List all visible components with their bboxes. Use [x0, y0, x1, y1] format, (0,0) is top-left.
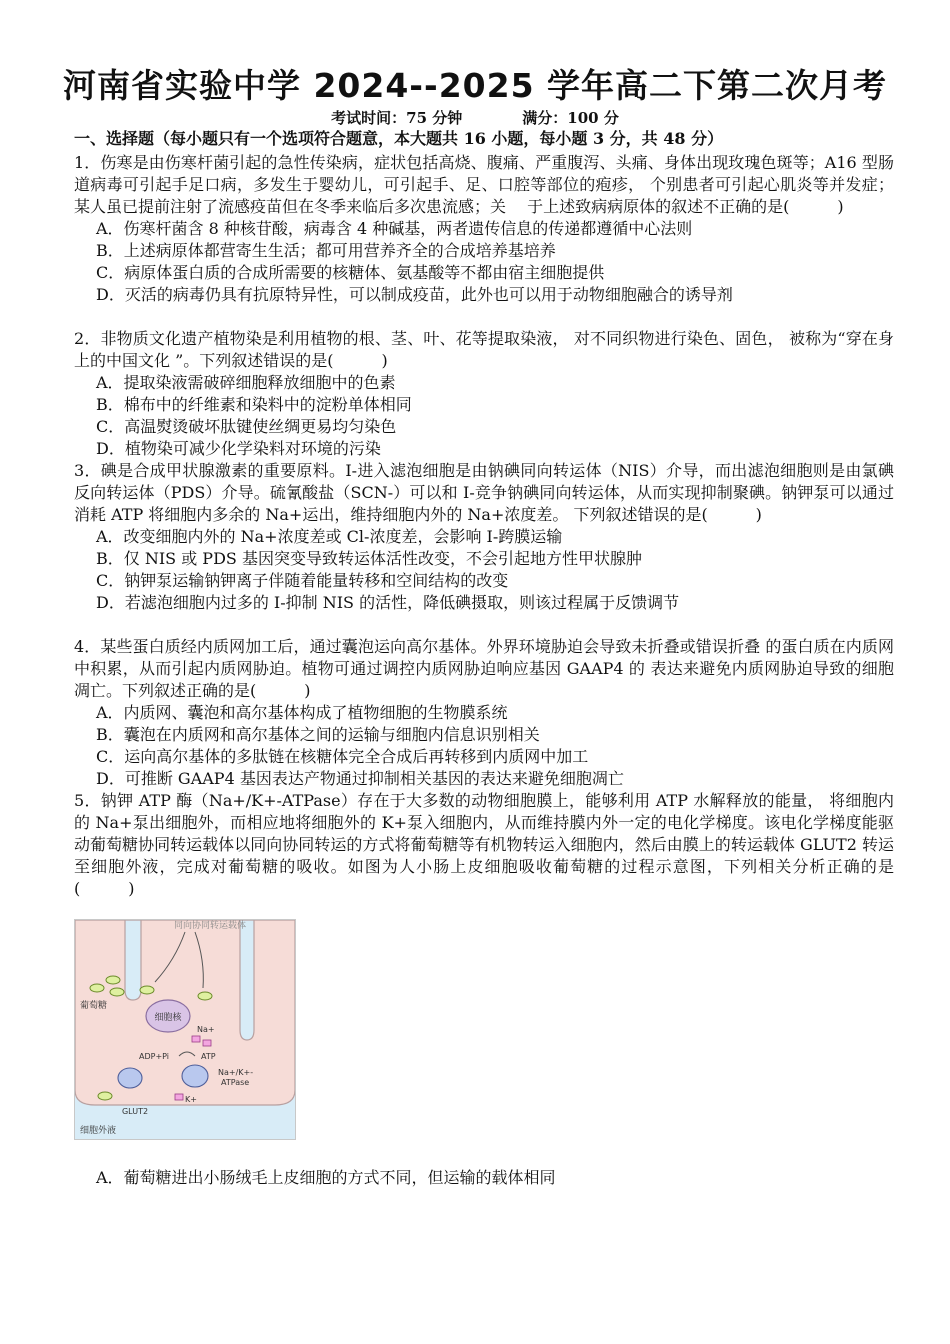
- question-5-option-a: A．葡萄糖进出小肠绒毛上皮细胞的方式不同，但运输的载体相同: [96, 1168, 556, 1187]
- option-a: A．内质网、囊泡和高尔基体构成了植物细胞的生物膜系统: [96, 703, 508, 722]
- glucose-molecule: [110, 988, 124, 996]
- option-d: D．植物染可减少化学染料对环境的污染: [96, 439, 381, 458]
- option-d: D．若滤泡细胞内过多的 I-抑制 NIS 的活性，降低碘摄取，则该过程属于反馈调节: [96, 593, 680, 612]
- na-label: Na+: [197, 1025, 215, 1034]
- question-stem: 4．某些蛋白质经内质网加工后，通过囊泡运向高尔基体。外界环境胁迫会导致未折叠或错误折叠 的蛋白质在内质网中积累，从而引起内质网胁迫。植物可通过调控内质网胁迫响应基因 GAAP4 的 表达来避免内质网胁迫导致的细胞凋亡。下列叙述正确的是( ): [74, 637, 894, 700]
- option-d: D．可推断 GAAP4 基因表达产物通过抑制相关基因的表达来避免细胞凋亡: [96, 769, 624, 788]
- section-heading: 一、选择题（每小题只有一个选项符合题意，本大题共 16 小题，每小题 3 分，共 48 分）: [74, 129, 724, 148]
- k-label: K+: [185, 1095, 197, 1104]
- nucleus-label: 细胞核: [154, 1013, 182, 1023]
- na-ion: [203, 1040, 211, 1046]
- question-5: [74, 790, 894, 900]
- microvillus-gap: [240, 920, 254, 1040]
- glucose-absorption-figure: [74, 919, 296, 1140]
- option-c: C．运向高尔基体的多肽链在核糖体完全合成后再转移到内质网中加工: [96, 747, 589, 766]
- microvillus-gap: [125, 920, 141, 1000]
- option-b: B．上述病原体都营寄生生活；都可用营养齐全的合成培养基培养: [96, 241, 556, 260]
- na-ion: [192, 1036, 200, 1042]
- exam-title: 河南省实验中学 2024--2025 学年高二下第二次月考: [62, 66, 888, 105]
- top-transporter-label: 同向协同转运载体: [173, 921, 247, 931]
- question-3: [74, 460, 894, 614]
- question-1: [74, 152, 894, 306]
- full-score: 满分：100 分: [522, 109, 619, 127]
- question-4: [74, 636, 894, 790]
- option-a: A．伤寒杆菌含 8 种核苷酸，病毒含 4 种碱基，两者遗传信息的传递都遵循中心法则: [96, 219, 693, 238]
- pump-label-line1: Na+/K+-: [218, 1068, 254, 1077]
- option-b: B．仅 NIS 或 PDS 基因突变导致转运体活性改变，不会引起地方性甲状腺肿: [96, 549, 642, 568]
- option-d: D．灭活的病毒仍具有抗原特异性，可以制成疫苗，此外也可以用于动物细胞融合的诱导剂: [96, 285, 733, 304]
- question-2: [74, 328, 894, 460]
- glucose-molecule: [98, 1092, 112, 1100]
- option-a: A．改变细胞内外的 Na+浓度差或 Cl-浓度差，会影响 I-跨膜运输: [96, 527, 563, 546]
- option-b: B．棉布中的纤维素和染料中的淀粉单体相同: [96, 395, 412, 414]
- glucose-molecule: [140, 986, 154, 994]
- na-k-atpase: [182, 1065, 208, 1087]
- option-c: C．高温熨烫破坏肽键使丝绸更易均匀染色: [96, 417, 397, 436]
- option-a: A．提取染液需破碎细胞释放细胞中的色素: [96, 373, 396, 392]
- question-stem: 3．碘是合成甲状腺激素的重要原料。I-进入滤泡细胞是由钠碘同向转运体（NIS）介导，而出滤泡细胞则是由氯碘反向转运体（PDS）介导。硫氰酸盐（SCN-）可以和 I-竞争钠碘同向转运体，从而实现抑制聚碘。钠钾泵可以通过消耗 ATP 将细胞内多余的 Na+运出，维持细胞内外的 Na+浓度差。 下列叙述错误的是( ): [74, 461, 894, 524]
- glucose-molecule: [198, 992, 212, 1000]
- option-b: B．囊泡在内质网和高尔基体之间的运输与细胞内信息识别相关: [96, 725, 540, 744]
- glucose-molecule: [90, 984, 104, 992]
- question-stem: 5．钠钾 ATP 酶（Na+/K+-ATPase）存在于大多数的动物细胞膜上，能够利用 ATP 水解释放的能量， 将细胞内的 Na+泵出细胞外，而相应地将细胞外的 K+泵入细胞内，从而维持膜内外一定的电化学梯度。该电化学梯度能驱动葡萄糖协同转运载体以同向协同转运的方式将葡萄糖等有机物转运入细胞内，然后由膜上的转运载体 GLUT2 转运至细胞外液，完成对葡萄糖的吸收。如图为人小肠上皮细胞吸收葡萄糖的过程示意图，下列相关分析正确的是( ): [74, 791, 894, 898]
- k-ion: [175, 1094, 183, 1100]
- exam-info: [0, 108, 950, 128]
- adp-label: ADP+Pi: [139, 1052, 170, 1061]
- glut2-transporter: [118, 1068, 142, 1088]
- atp-label: ATP: [201, 1052, 216, 1061]
- glucose-label: 葡萄糖: [80, 1001, 108, 1011]
- option-c: C．钠钾泵运输钠钾离子伴随着能量转移和空间结构的改变: [96, 571, 509, 590]
- question-stem: 1．伤寒是由伤寒杆菌引起的急性传染病，症状包括高烧、腹痛、严重腹泻、头痛、身体出现玫瑰色斑等；A16 型肠道病毒可引起手足口病，多发生于婴幼儿，可引起手、足、口腔等部位的疱疹， 个别患者可引起心肌炎等并发症；某人虽已提前注射了流感疫苗但在冬季来临后多次患流感；关 于上述致病病原体的叙述不正确的是( ): [74, 153, 894, 216]
- glut2-label: GLUT2: [121, 1107, 149, 1116]
- pump-label-line2: ATPase: [221, 1078, 250, 1087]
- exam-time: 考试时间：75 分钟: [331, 109, 463, 127]
- figure-svg: [75, 920, 295, 1139]
- extracellular-label: 细胞外液: [80, 1126, 117, 1136]
- glucose-molecule: [106, 976, 120, 984]
- option-c: C．病原体蛋白质的合成所需要的核糖体、氨基酸等不都由宿主细胞提供: [96, 263, 605, 282]
- question-stem: 2．非物质文化遗产植物染是利用植物的根、茎、叶、花等提取染液， 对不同织物进行染色、固色， 被称为“穿在身上的中国文化 ”。下列叙述错误的是( ): [74, 329, 894, 370]
